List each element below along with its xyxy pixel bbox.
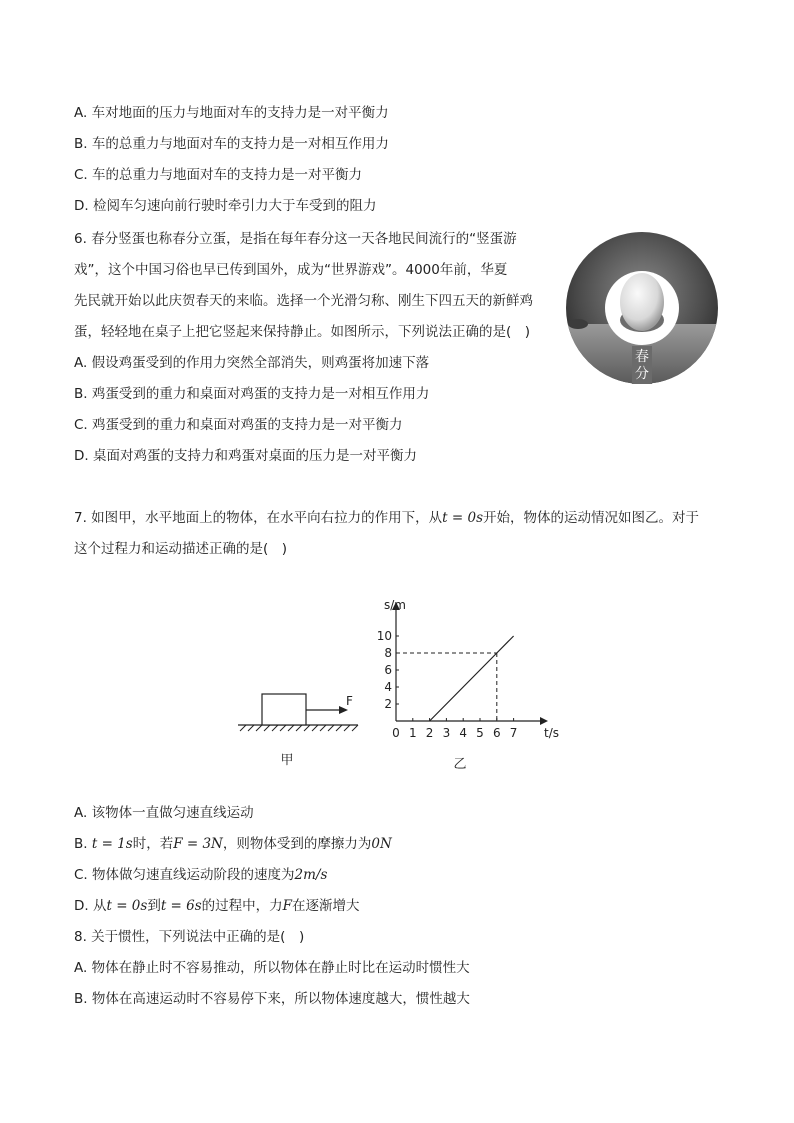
photo-label-chun: 春 xyxy=(635,349,649,365)
q8-option-a: A. 物体在静止时不容易推动，所以物体在静止时比在运动时惯性大 xyxy=(74,960,470,976)
block xyxy=(262,694,306,725)
x-tick-label: 4 xyxy=(459,726,468,740)
egg-photo xyxy=(566,232,718,384)
q5-option-a: A. 车对地面的压力与地面对车的支持力是一对平衡力 xyxy=(74,105,389,121)
x-tick-label: 6 xyxy=(492,726,501,740)
q6-stem-line3: 先民就开始以此庆贺春天的来临。选择一个光滑匀称、刚生下四五天的新鲜鸡 xyxy=(74,293,533,309)
series-line xyxy=(430,636,514,721)
q7-stem-line1: 7. 如图甲，水平地面上的物体，在水平向右拉力的作用下，从t = 0s开始，物体的运动情况如图乙。对于 xyxy=(74,510,700,526)
q6-option-a: A. 假设鸡蛋受到的作用力突然全部消失，则鸡蛋将加速下落 xyxy=(74,355,430,371)
q5-option-d: D. 检阅车匀速向前行驶时牵引力大于车受到的阻力 xyxy=(74,198,377,214)
figure-jia xyxy=(232,682,362,772)
q7-option-b: B. t = 1s时，若F = 3N，则物体受到的摩擦力为0N xyxy=(74,836,392,852)
x-tick-label: 3 xyxy=(442,726,451,740)
q6-option-d: D. 桌面对鸡蛋的支持力和鸡蛋对桌面的压力是一对平衡力 xyxy=(74,448,417,464)
force-label: F xyxy=(346,694,353,708)
y-tick-label: 4 xyxy=(384,680,392,694)
chart-s-t xyxy=(372,592,562,776)
egg-shape xyxy=(620,273,664,331)
photo-label-fen: 分 xyxy=(635,366,649,382)
q8-stem: 8. 关于惯性，下列说法中正确的是( ) xyxy=(74,929,305,945)
q7-stem-line2: 这个过程力和运动描述正确的是( ) xyxy=(74,541,288,557)
caption-jia: 甲 xyxy=(280,753,294,768)
q6-stem-line2: 戏”，这个中国习俗也早已传到国外，成为“世界游戏”。4000年前，华夏 xyxy=(74,262,508,278)
q6-stem-line4: 蛋，轻轻地在桌子上把它竖起来保持静止。如图所示，下列说法正确的是( ) xyxy=(74,324,531,340)
x-tick-label: 7 xyxy=(509,726,518,740)
x-axis-label: t/s xyxy=(544,726,559,740)
y-tick-label: 10 xyxy=(376,629,392,643)
q6-option-b: B. 鸡蛋受到的重力和桌面对鸡蛋的支持力是一对相互作用力 xyxy=(74,386,430,402)
q5-option-c: C. 车的总重力与地面对车的支持力是一对平衡力 xyxy=(74,167,363,183)
q7-option-a: A. 该物体一直做匀速直线运动 xyxy=(74,805,254,821)
x-tick-label: 0 xyxy=(392,726,400,740)
x-tick-label: 5 xyxy=(476,726,484,740)
q6-option-c: C. 鸡蛋受到的重力和桌面对鸡蛋的支持力是一对平衡力 xyxy=(74,417,403,433)
y-axis-label: s/m xyxy=(384,598,406,612)
q7-option-c: C. 物体做匀速直线运动阶段的速度为2m/s xyxy=(74,867,328,883)
q7-option-d: D. 从t = 0s到t = 6s的过程中，力F在逐渐增大 xyxy=(74,898,360,914)
y-tick-label: 6 xyxy=(384,663,392,677)
caption-yi: 乙 xyxy=(453,757,467,772)
x-tick-label: 2 xyxy=(425,726,434,740)
x-axis-arrow xyxy=(540,717,548,725)
q5-option-b: B. 车的总重力与地面对车的支持力是一对相互作用力 xyxy=(74,136,389,152)
q8-option-b: B. 物体在高速运动时不容易停下来，所以物体速度越大，惯性越大 xyxy=(74,991,470,1007)
q6-stem-line1: 6. 春分竖蛋也称春分立蛋，是指在每年春分这一天各地民间流行的“竖蛋游 xyxy=(74,231,517,247)
x-tick-label: 1 xyxy=(408,726,417,740)
y-tick-label: 2 xyxy=(384,697,392,711)
y-tick-label: 8 xyxy=(384,646,392,660)
